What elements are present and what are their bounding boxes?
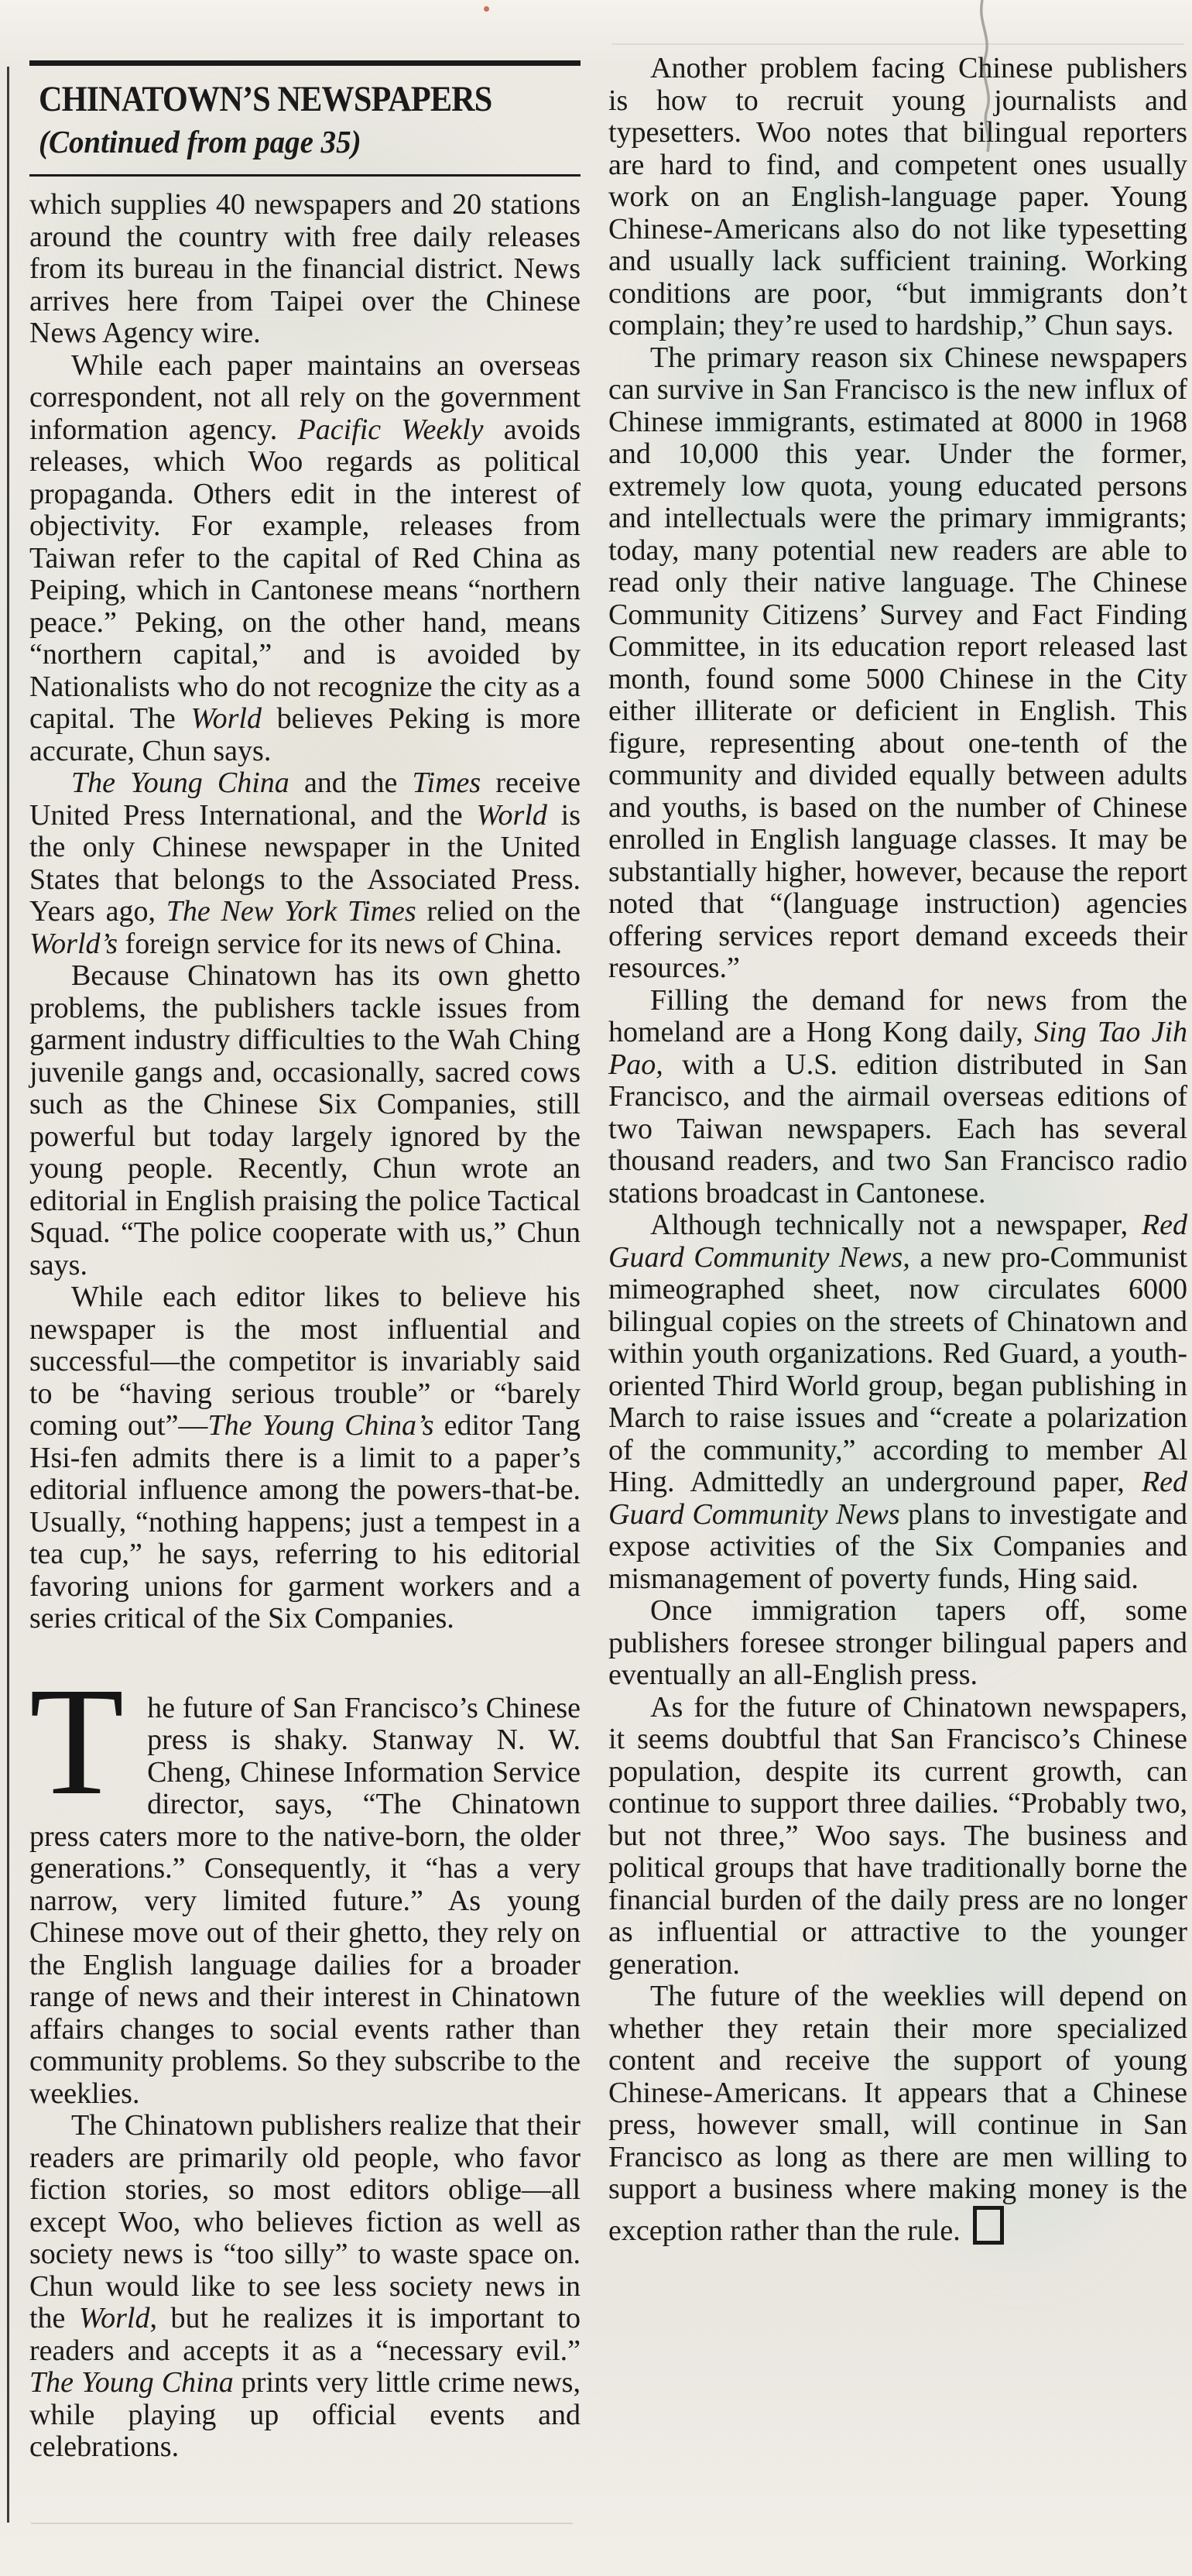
paragraph xyxy=(608,53,1187,342)
italic-run: Red Guard Community News xyxy=(608,1466,1187,1531)
italic-run: World’s xyxy=(29,927,118,960)
left-column-text xyxy=(29,189,581,2464)
text-run: While each editor likes to believe his newspaper is the most influential and successful—the competitor is invariably said to be “having serious trouble” or “barely coming out”— xyxy=(29,1281,581,1442)
text-run: and the xyxy=(289,767,413,799)
italic-run: The Young China xyxy=(71,767,289,799)
text-run: Filling the demand for news from the homeland are a Hong Kong daily, xyxy=(608,983,1187,1048)
continued-from-note: (Continued from page 35) xyxy=(39,124,361,159)
italic-run: The Young China’s xyxy=(207,1409,434,1442)
italic-run: World xyxy=(78,2302,150,2334)
red-ink-speck xyxy=(484,6,489,12)
text-run: avoids releases, which Woo regards as political propaganda. Others edit in the interest of objectivity. For example, releases from Taiwan refer to the capital of Red China as Peiping, which in Cantonese means “northern peace.” Peking, on the other hand, means “northern capital,” and is avoided by Nationalists who do not recognize the city as a capital. The xyxy=(29,413,581,735)
text-run: , but he realizes it is important to readers and accepts it as a “necessary evil.” xyxy=(29,2302,581,2367)
text-run: Another problem facing Chinese publishers is how to recruit young journalists and typesetters. Woo notes that bilingual reporters are hard to find, and competent ones usually work on an English-language paper. Young Chinese-Americans also do not like typesetting and usually lack sufficient training. Working conditions are poor, “but immigrants don’t complain; they’re used to hardship,” Chun says. xyxy=(608,52,1187,341)
text-run: believes Peking is more accurate, Chun says. xyxy=(29,702,581,767)
text-run: is the only Chinese newspaper in the United States that belongs to the Associated Press. Years ago, xyxy=(29,798,581,928)
italic-run: World xyxy=(190,702,262,735)
text-run: Because Chinatown has its own ghetto problems, the publishers tackle issues from garment industry difficulties to the Wah Ching juvenile gangs and, occasionally, sacred cows such as the Chinese Six Companies, still powerful but today largely ignored by the young people. Recently, Chun wrote an editorial in English praising the police Tactical Squad. “The police cooperate with us,” Chun says. xyxy=(29,959,581,1281)
text-run: Although technically not a newspaper, xyxy=(650,1209,1142,1241)
text-run: The Chinatown publishers realize that their readers are primarily old people, who favor fiction stories, so most editors oblige—all except Woo, who believes fiction as well as society news is “too silly” to waste space on. Chun would like to see less society news in the xyxy=(29,2109,581,2334)
right-column xyxy=(608,53,1187,2247)
paragraph xyxy=(608,342,1187,985)
header-bottom-rule xyxy=(29,174,581,177)
text-run: relied on the xyxy=(416,895,581,928)
paragraph xyxy=(608,1209,1187,1595)
left-column xyxy=(29,60,581,2464)
text-run: a new pro-Communist mimeographed sheet, now circulates 6000 bilingual copies on the streets of Chinatown and within youth organizations. Red Guard, a youth-oriented Third World group, began publishing in March to raise issues and “create a polarization of the community,” according to member Al Hing. Admittedly an underground paper, xyxy=(608,1240,1187,1498)
text-run: As for the future of Chinatown newspapers, it seems doubtful that San Francisco’s Chinese population, despite its current growth, can continue to support three dailies. “Probably two, but not three,” Woo says. The business and political groups that have traditionally borne the financial burden of the daily press are no longer as influential or attractive to the younger generation. xyxy=(608,1690,1187,1981)
paragraph xyxy=(29,960,581,1281)
showthrough-rule-bottom xyxy=(31,2523,573,2524)
showthrough-rule-top xyxy=(611,43,1184,45)
paragraph xyxy=(608,985,1187,1210)
paragraph xyxy=(29,767,581,960)
italic-run: World xyxy=(476,798,547,832)
header-top-rule xyxy=(29,60,581,66)
text-run: receive United Press International, and the xyxy=(29,767,581,832)
text-run: Once immigration tapers off, some publishers foresee stronger bilingual papers and eventually an all-English press. xyxy=(608,1594,1187,1691)
paragraph xyxy=(608,1692,1187,1981)
italic-run: Red Guard Community News, xyxy=(608,1209,1187,1274)
text-run: plans to investigate and expose activities of the Six Companies and mismanagement of poverty funds, Hing said. xyxy=(608,1497,1187,1595)
article-title: CHINATOWN’S NEWSPAPERS xyxy=(39,79,492,119)
paragraph xyxy=(608,1981,1187,2247)
paragraph xyxy=(29,189,581,350)
right-column-text xyxy=(608,53,1187,2247)
article-header xyxy=(29,60,581,177)
italic-run: Sing Tao Jih Pao, xyxy=(608,1016,1187,1081)
italic-run: The Young China xyxy=(29,2366,234,2399)
paragraph xyxy=(608,1595,1187,1692)
text-run: The primary reason six Chinese newspapers can survive in San Francisco is the new influx of Chinese immigrants, estimated at 8000 in 1968 and 10,000 this year. Under the former, extremely low quota, young educated persons and intellectuals were the primary immigrants; today, many potential new readers are able to read only their native language. The Chinese Community Citizens’ Survey and Fact Finding Committee, in its education report released last month, found some 5000 Chinese in the City either illiterate or deficient in English. This figure, representing about one-tenth of the community and divided equally between adults and youths, is based on the number of Chinese enrolled in English language classes. It may be substantially higher, however, because the report noted that “(language instruction) agencies offering services report demand exceeds their resources.” xyxy=(608,341,1187,984)
text-run: prints very little crime news, while playing up official events and celebrations. xyxy=(29,2366,581,2463)
paragraph xyxy=(29,1281,581,1635)
text-run: While each paper maintains an overseas correspondent, not all rely on the government information agency. xyxy=(29,348,581,446)
text-run: editor Tang Hsi-fen admits there is a limit to a paper’s editorial influence among the powers-that-be. Usually, “nothing happens; just a tempest in a tea cup,” he says, referring to his editorial favoring unions for garment workers and a series critical of the Six Companies. xyxy=(29,1409,581,1634)
italic-run: Times xyxy=(412,767,481,799)
text-run: with a U.S. edition distributed in San Francisco, and the airmail overseas editions of two Taiwan newspapers. Each has several thousand readers, and two San Francisco radio stations broadcast in Cantonese. xyxy=(608,1048,1187,1209)
left-column-vertical-rule xyxy=(7,67,9,2523)
italic-run: Pacific Weekly xyxy=(297,413,484,446)
text-run: which supplies 40 newspapers and 20 stations around the country with free daily releases from its bureau in the financial district. News arrives here from Taipei over the Chinese News Agency wire. xyxy=(29,188,581,349)
text-run: foreign service for its news of China. xyxy=(118,927,563,960)
text-run: he future of San Francisco’s Chinese press is shaky. Stanway N. W. Cheng, Chinese Information Service director, says, “The Chinatown press caters more to the native-born, the older generations.” Consequently, it “has a very narrow, very limited future.” As young Chinese move out of their ghetto, they rely on the English language dailies for a broader range of news and their interest in Chinatown affairs changes to social events rather than community problems. So they subscribe to the weeklies. xyxy=(29,1691,581,2110)
drop-cap: T xyxy=(29,1655,125,1827)
italic-run: The New York Times xyxy=(166,895,416,928)
end-of-article-mark xyxy=(973,2206,1004,2245)
paragraph xyxy=(29,2110,581,2464)
text-run: The future of the weeklies will depend on whether they retain their more specialized content and receive the support of young Chinese-Americans. It appears that a Chinese press, however small, will continue in San Francisco as long as there are men willing to support a business where making money is the exception rather than the rule. xyxy=(608,1980,1187,2247)
paragraph xyxy=(29,350,581,768)
paragraph xyxy=(29,1655,581,2111)
